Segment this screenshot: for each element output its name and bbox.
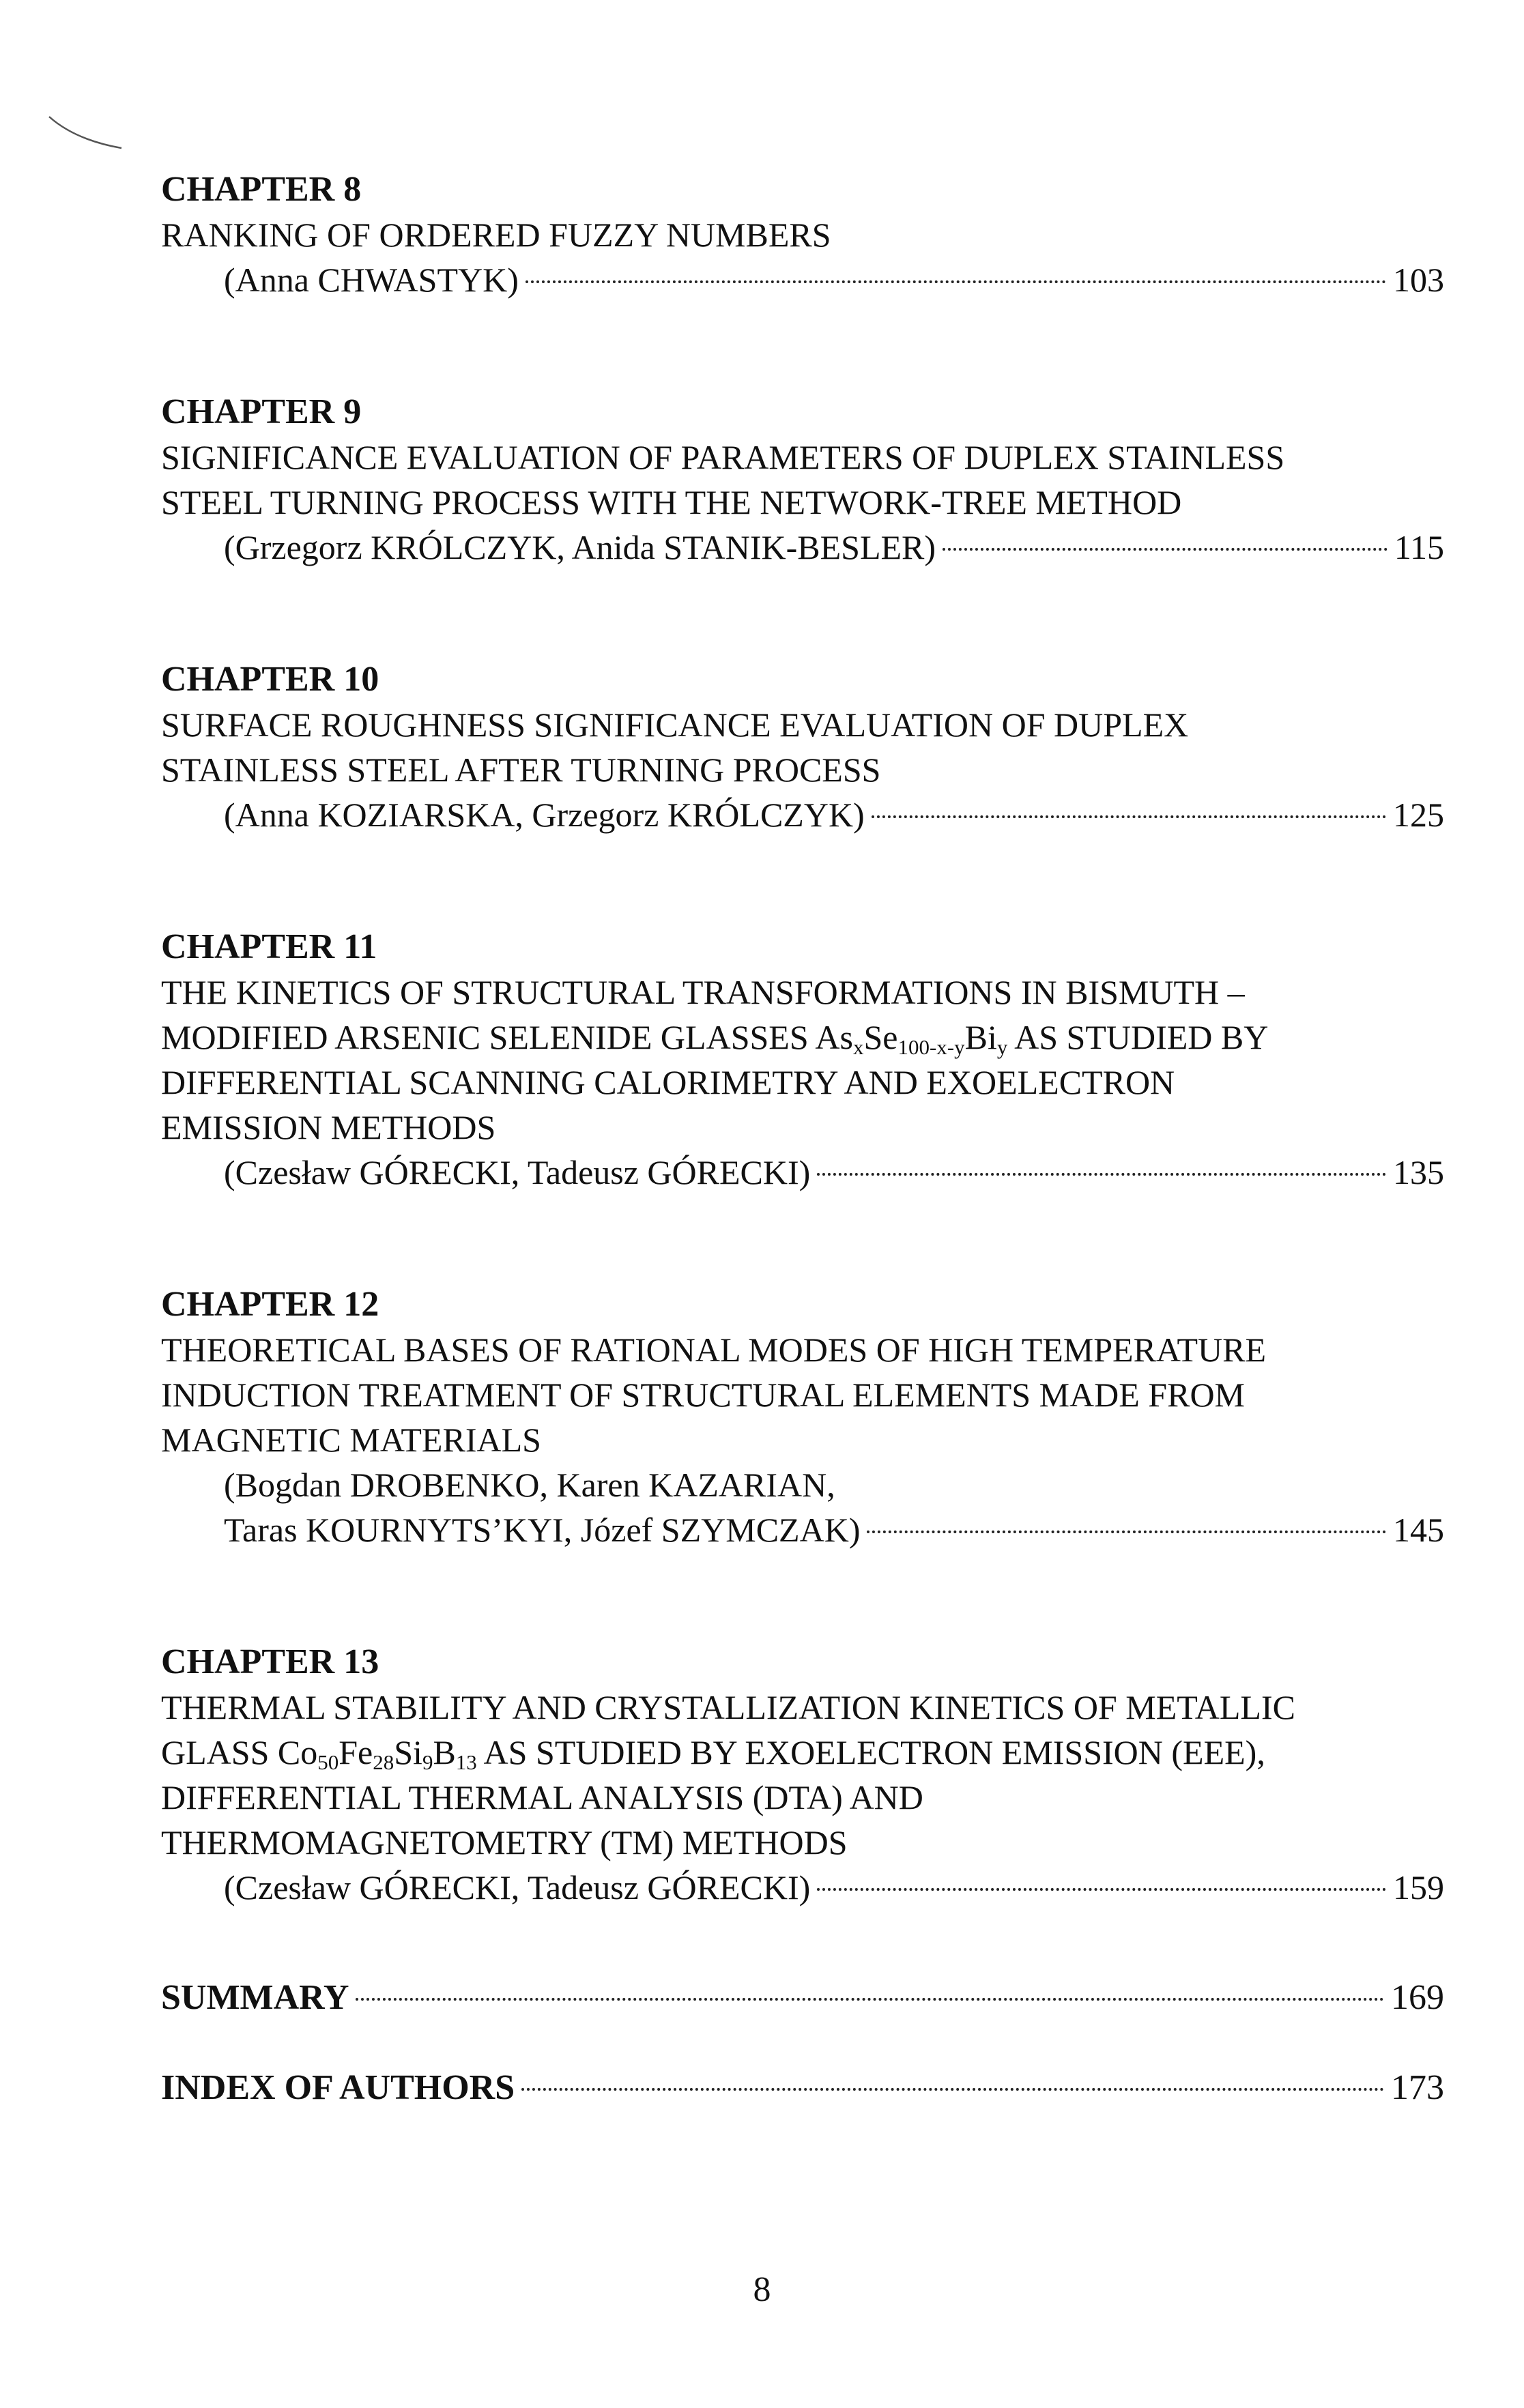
page-number: 115 (1394, 528, 1444, 566)
author-line (161, 525, 1444, 570)
toc-entry-chapter-8 (161, 167, 1444, 302)
chapter-heading: CHAPTER 12 (161, 1285, 379, 1324)
title-text: AS STUDIED BY EXOELECTRON EMISSION (EEE), (476, 1733, 1265, 1771)
author-line (161, 257, 1444, 302)
page-number: 169 (1391, 1978, 1444, 2017)
dot-leader (817, 1888, 1386, 1891)
chapter-title (161, 702, 1444, 792)
chapter-title-line: DIFFERENTIAL SCANNING CALORIMETRY AND EXOELECTRON (161, 1063, 1175, 1101)
chapter-title-line: SIGNIFICANCE EVALUATION OF PARAMETERS OF DUPLEX STAINLESS (161, 438, 1285, 476)
dot-leader (521, 2088, 1384, 2091)
chapter-title-line: STAINLESS STEEL AFTER TURNING PROCESS (161, 751, 881, 789)
chapter-heading: CHAPTER 10 (161, 660, 379, 699)
chapter-authors: (Bogdan DROBENKO, Karen KAZARIAN, (224, 1466, 835, 1504)
formula-subscript: x (852, 1034, 864, 1059)
dot-leader (356, 1998, 1384, 2001)
toc-entry-chapter-9 (161, 390, 1444, 570)
chapter-title (161, 970, 1444, 1150)
dot-leader (817, 1173, 1386, 1176)
chapter-authors: (Anna CHWASTYK) (224, 261, 519, 299)
formula-subscript: y (996, 1034, 1008, 1059)
chapter-title-line: RANKING OF ORDERED FUZZY NUMBERS (161, 216, 831, 254)
chapter-title-line: INDUCTION TREATMENT OF STRUCTURAL ELEMENTS MADE FROM (161, 1376, 1246, 1414)
chapter-title-line: EMISSION METHODS (161, 1108, 496, 1146)
chapter-title-line: DIFFERENTIAL THERMAL ANALYSIS (DTA) AND (161, 1778, 923, 1816)
toc-entry-chapter-12 (161, 1282, 1444, 1552)
formula-subscript: 9 (422, 1750, 433, 1774)
formula-subscript: 50 (317, 1750, 339, 1774)
title-text: MODIFIED ARSENIC SELENIDE GLASSES As (161, 1018, 853, 1056)
toc-entry-summary (161, 1975, 1444, 2020)
page-number: 135 (1393, 1153, 1444, 1191)
dot-leader (872, 815, 1386, 818)
toc-entry-chapter-10 (161, 657, 1444, 837)
author-line (161, 1507, 1444, 1552)
dot-leader (526, 280, 1386, 283)
scan-corner-mark (48, 113, 123, 154)
page-number: 125 (1393, 796, 1444, 834)
toc-entry-index-of-authors (161, 2065, 1444, 2110)
chapter-heading: CHAPTER 13 (161, 1642, 379, 1681)
author-line (161, 1150, 1444, 1195)
toc-entry-chapter-11 (161, 925, 1444, 1195)
chapter-authors: (Grzegorz KRÓLCZYK, Anida STANIK-BESLER) (224, 528, 936, 566)
page-number: 173 (1391, 2068, 1444, 2107)
formula-subscript: 100-x-y (897, 1034, 965, 1059)
chapter-title (161, 435, 1444, 525)
chapter-heading: CHAPTER 11 (161, 927, 377, 966)
index-label: INDEX OF AUTHORS (161, 2068, 515, 2107)
chapter-title-line-formula (161, 1730, 1444, 1775)
title-text: B (433, 1733, 456, 1771)
chapter-authors: Taras KOURNYTS’KYI, Józef SZYMCZAK) (224, 1511, 861, 1549)
chapter-title-line-formula (161, 1015, 1444, 1060)
chapter-authors: (Czesław GÓRECKI, Tadeusz GÓRECKI) (224, 1153, 811, 1191)
dot-leader (867, 1531, 1386, 1533)
chapter-title (161, 1685, 1444, 1865)
page-number: 159 (1393, 1868, 1444, 1906)
title-text: Se (863, 1018, 898, 1056)
chapter-heading: CHAPTER 9 (161, 392, 362, 431)
page-number: 145 (1393, 1511, 1444, 1549)
chapter-title-line: MAGNETIC MATERIALS (161, 1421, 541, 1459)
chapter-heading: CHAPTER 8 (161, 170, 362, 209)
chapter-title (161, 1327, 1444, 1462)
title-text: Si (394, 1733, 422, 1771)
chapter-title-line: THERMAL STABILITY AND CRYSTALLIZATION KINETICS OF METALLIC (161, 1688, 1295, 1726)
title-text: AS STUDIED BY (1007, 1018, 1269, 1056)
title-text: Fe (339, 1733, 373, 1771)
dot-leader (943, 548, 1388, 551)
chapter-authors: (Anna KOZIARSKA, Grzegorz KRÓLCZYK) (224, 796, 865, 834)
chapter-title-line: SURFACE ROUGHNESS SIGNIFICANCE EVALUATION OF DUPLEX (161, 706, 1189, 744)
formula-subscript: 28 (373, 1750, 394, 1774)
page-folio-number: 8 (753, 2270, 771, 2309)
chapter-title-line: THEORETICAL BASES OF RATIONAL MODES OF HIGH TEMPERATURE (161, 1331, 1267, 1369)
author-line (161, 1865, 1444, 1910)
title-text: Bi (964, 1018, 997, 1056)
title-text: GLASS Co (161, 1733, 318, 1771)
chapter-title-line: THERMOMAGNETOMETRY (TM) METHODS (161, 1823, 848, 1861)
author-line (161, 792, 1444, 837)
table-of-contents (161, 167, 1444, 2156)
page-number: 103 (1393, 261, 1444, 299)
chapter-title-line: STEEL TURNING PROCESS WITH THE NETWORK-TREE METHOD (161, 483, 1182, 521)
chapter-title (161, 212, 1444, 257)
summary-label: SUMMARY (161, 1978, 349, 2017)
formula-subscript: 13 (455, 1750, 477, 1774)
chapter-authors: (Czesław GÓRECKI, Tadeusz GÓRECKI) (224, 1868, 811, 1906)
toc-entry-chapter-13 (161, 1640, 1444, 1910)
chapter-title-line: THE KINETICS OF STRUCTURAL TRANSFORMATIONS IN BISMUTH – (161, 973, 1245, 1011)
